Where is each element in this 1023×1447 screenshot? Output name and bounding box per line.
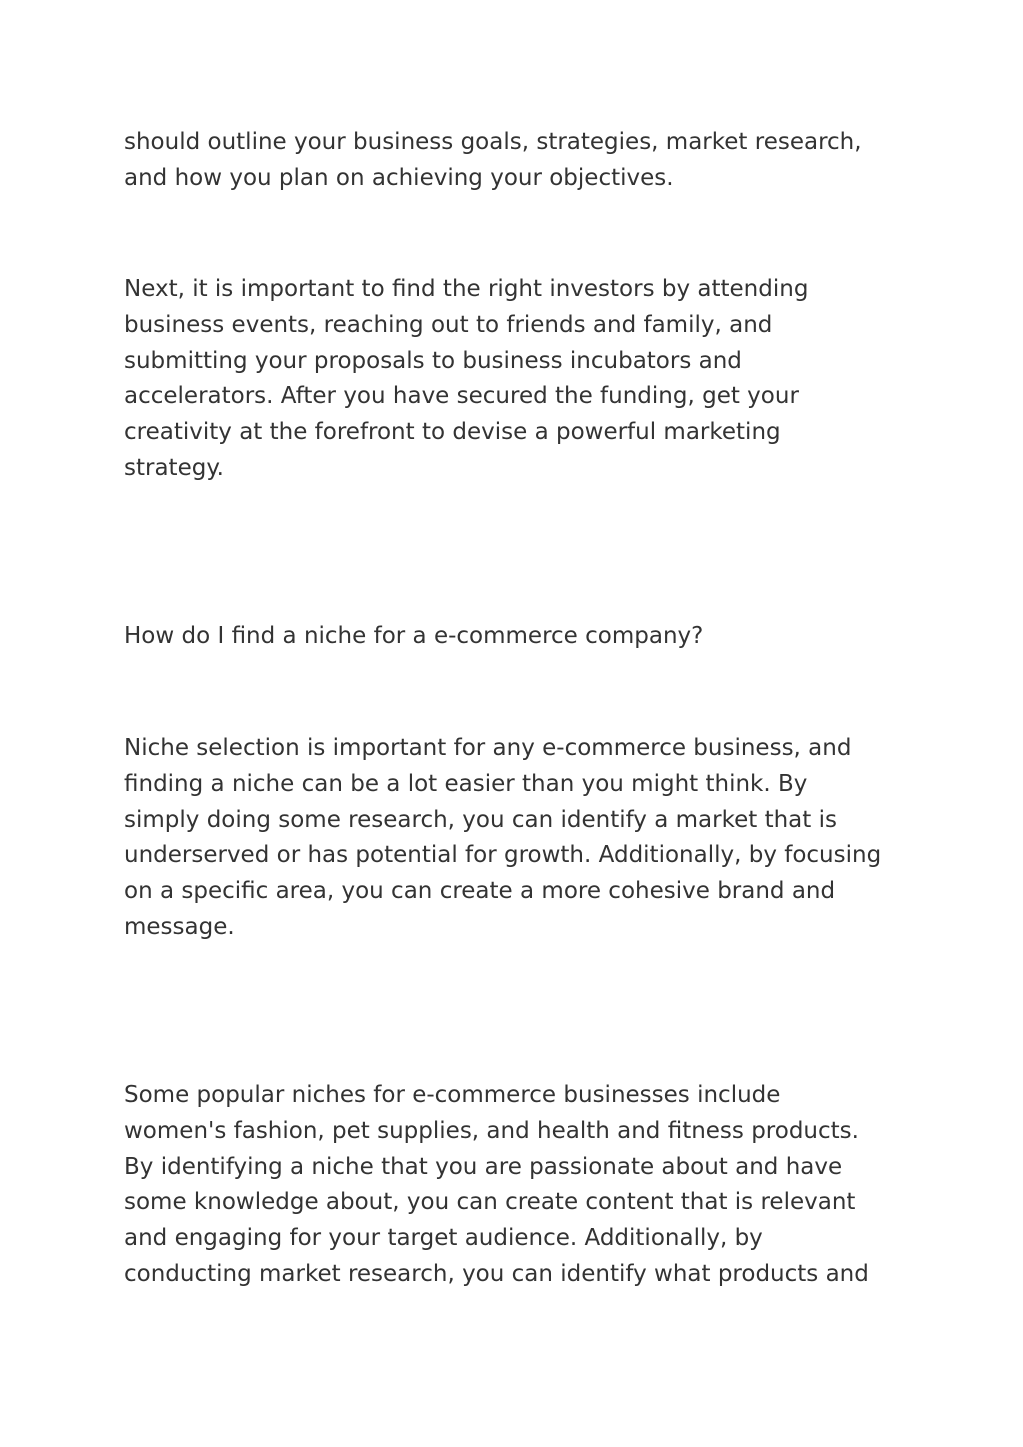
text-line: By identifying a niche that you are passionate about and have: [124, 1153, 843, 1180]
paragraph-niche-selection: [124, 731, 914, 946]
text-line: finding a niche can be a lot easier than you might think. By: [124, 770, 808, 797]
text-line: conducting market research, you can identify what products and: [124, 1260, 869, 1287]
text-line: and engaging for your target audience. Additionally, by: [124, 1225, 763, 1252]
text-line: strategy.: [124, 454, 224, 481]
text-line: simply doing some research, you can identify a market that is: [124, 806, 837, 833]
text-line: women's fashion, pet supplies, and health and fitness products.: [124, 1117, 859, 1144]
paragraph-investors: [124, 272, 914, 487]
text-line: submitting your proposals to business incubators and: [124, 347, 742, 374]
paragraph-business-plan: [124, 125, 914, 197]
section-heading-niche: [124, 619, 914, 655]
text-line: should outline your business goals, strategies, market research,: [124, 129, 862, 155]
text-line: Next, it is important to find the right investors by attending: [124, 276, 809, 302]
text-line: Some popular niches for e-commerce businesses include: [124, 1082, 781, 1108]
text-line: accelerators. After you have secured the funding, get your: [124, 383, 799, 410]
paragraph-popular-niches: [124, 1078, 914, 1293]
text-line: on a specific area, you can create a more cohesive brand and: [124, 878, 836, 905]
text-line: and how you plan on achieving your objectives.: [124, 164, 674, 191]
text-line: creativity at the forefront to devise a powerful marketing: [124, 419, 781, 446]
heading-line: How do I find a niche for a e-commerce company?: [124, 623, 704, 649]
text-line: some knowledge about, you can create content that is relevant: [124, 1189, 856, 1216]
text-line: business events, reaching out to friends and family, and: [124, 311, 773, 338]
text-line: underserved or has potential for growth. Additionally, by focusing: [124, 842, 882, 869]
text-line: Niche selection is important for any e-commerce business, and: [124, 735, 852, 761]
text-line: message.: [124, 913, 235, 940]
